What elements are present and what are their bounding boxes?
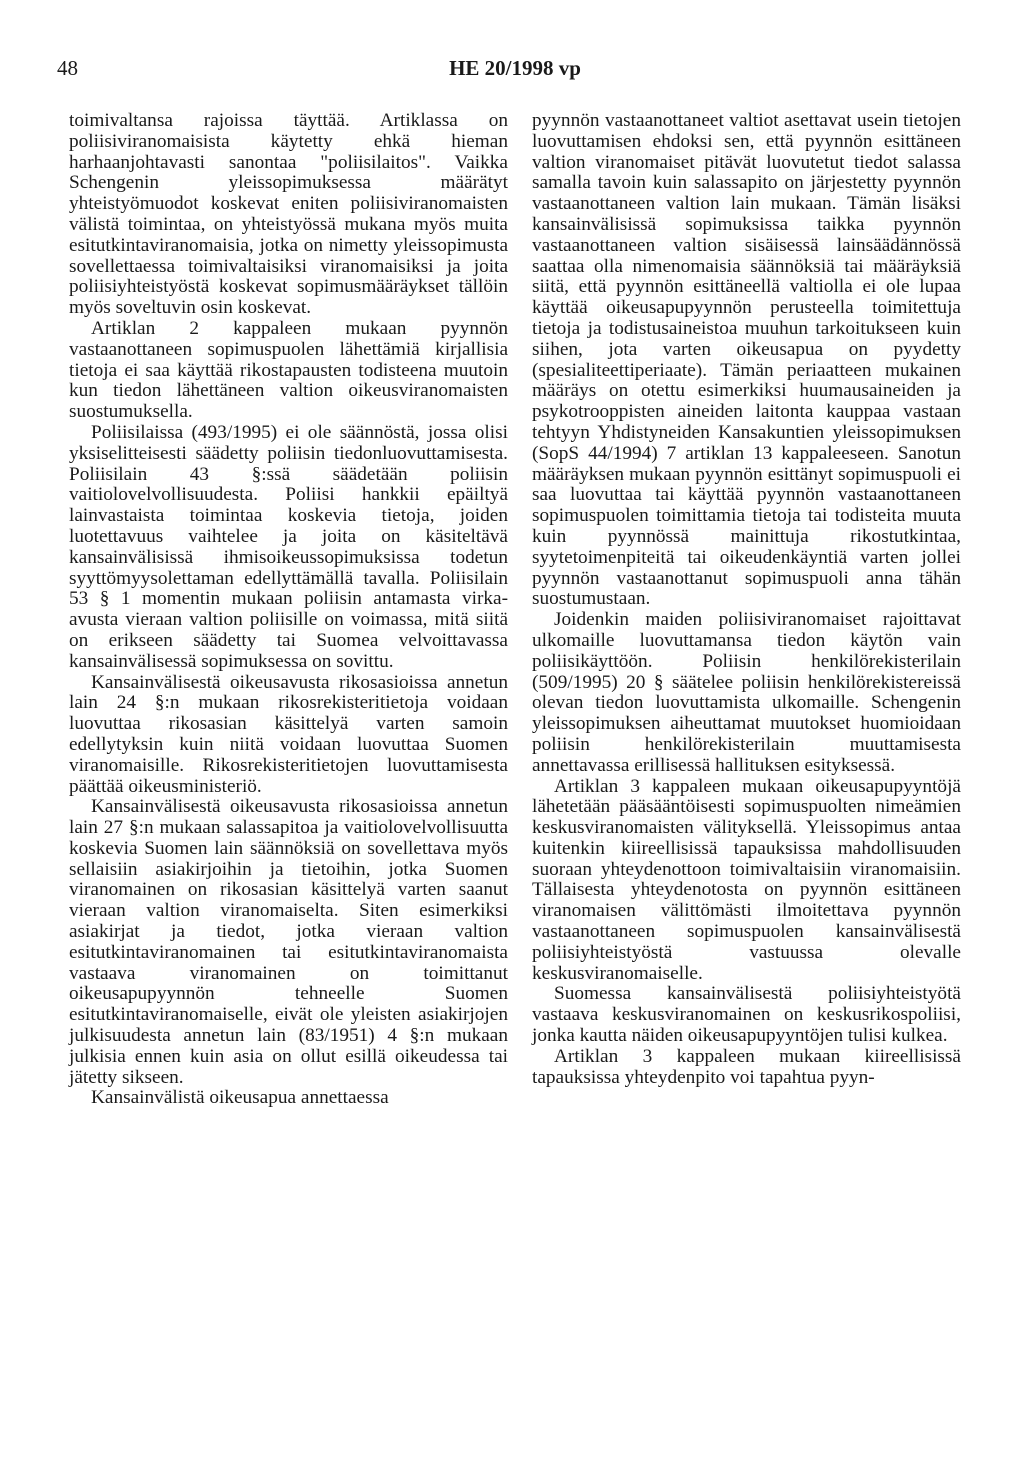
paragraph: Kansainvälisestä oikeusavusta rikosasioissa annetun lain 27 §:n mukaan salassapitoa ja vaitiolovelvollisuutta koskevia Suomen lain säännöksiä on sovellettava myös sellaisiin asiakirjoihin ja tietoihin, jotka Suomen viranomainen on rikosasian käsittelyä varten saanut vieraan valtion viranomaiselta. Siten esimerkiksi asiakirjat ja tiedot, jotka vieraan valtion esitutkintaviranomainen tai esitutkintaviranomaista vastaava viranomainen on toimittanut oikeusapupyynnön tehneelle Suomen esitutkintaviranomaiselle, eivät ole yleisten asiakirjojen julkisuudesta annetun lain (83/1951) 4 §:n mukaan julkisia ennen kuin asia on ollut esillä oikeudessa tai jätetty sikseen. <box>69 796 508 1088</box>
paragraph: Kansainvälistä oikeusapua annettaessa <box>91 1087 389 1109</box>
paragraph: Artiklan 2 kappaleen mukaan pyynnön vastaanottaneen sopimuspuolen lähettämiä kirjallisia tietoja ei saa käyttää rikostapausten todisteena muutoin kun tiedon lähettäneen valtion oikeusviranomaisten suostumuksella. <box>69 317 508 423</box>
page-number: 48 <box>57 56 78 80</box>
right-column <box>532 111 961 1088</box>
paragraph: toimivaltansa rajoissa täyttää. Artiklassa on poliisiviranomaisista käytetty ehkä hieman harhaanjohtavasti sanontaa "poliisilaitos". Vaikka Schengenin yleissopimuksessa määrätyt yhteistyömuodot koskevat eniten poliisiviranomaisten välistä toimintaa, on yhteistyössä mukana myös muita esitutkintaviranomaisia, jotka on nimetty yleissopimusta sovellettaessa toimivaltaisiksi viranomaisiksi ja joita poliisiyhteistyöstä koskevat sopimusmääräykset tällöin myös soveltuvin osin koskevat. <box>69 110 508 319</box>
paragraph: Kansainvälisestä oikeusavusta rikosasioissa annetun lain 24 §:n mukaan rikosrekisteritietoja voidaan luovuttaa rikosasian käsittelyä varten samoin edellytyksin kuin niitä voidaan luovuttaa Suomen viranomaisille. Rikosrekisteritietojen luovuttamisesta päättää oikeusministeriö. <box>69 671 508 797</box>
paragraph: Artiklan 3 kappaleen mukaan kiireellisissä tapauksissa yhteydenpito voi tapahtua pyyn- <box>532 1045 961 1088</box>
paragraph: Joidenkin maiden poliisiviranomaiset rajoittavat ulkomaille luovuttamansa tiedon käytön vain poliisikäyttöön. Poliisin henkilörekisterilain (509/1995) 20 § säätelee poliisin henkilörekistereissä olevan tiedon luovuttamista ulkomaille. Schengenin yleissopimuksen aiheuttamat muutokset huomioidaan poliisin henkilörekisterilain muuttamisesta annettavassa erillisessä hallituksen esityksessä. <box>532 609 961 776</box>
left-column <box>69 111 508 1109</box>
paragraph: Suomessa kansainvälisestä poliisiyhteistyötä vastaava keskusviranomainen on keskusrikospoliisi, jonka kautta näiden oikeusapupyyntöjen tulisi kulkea. <box>532 983 961 1047</box>
document-title: HE 20/1998 vp <box>449 56 581 80</box>
paragraph: Poliisilaissa (493/1995) ei ole säännöstä, jossa olisi yksiselitteisesti säädetty poliisin tiedonluovuttamisesta. Poliisilain 43 §:ssä säädetään poliisin vaitiolovelvollisuudesta. Poliisi hankkii epäiltyä lainvastaista toimintaa koskevia tietoja, joiden luotettavuus vaihtelee ja joita on käsiteltävä kansainvälisissä ihmisoikeussopimuksissa todetun syyttömyysolettaman edellyttämällä tavalla. Poliisilain 53 § 1 momentin mukaan poliisin antamasta virka-avusta vieraan valtion poliisille on voimassa, mitä siitä on erikseen säädetty tai Suomea velvoittavassa kansainvälisessä sopimuksessa on sovittu. <box>69 421 508 672</box>
paragraph: pyynnön vastaanottaneet valtiot asettavat usein tietojen luovuttamisen ehdoksi sen, että pyynnön esittäneen valtion viranomaiset pitävät luovutetut tiedot salassa samalla tavoin kuin salassapito on järjestetty pyynnön vastaanottaneen valtion lain mukaan. Tämän lisäksi kansainvälisissä sopimuksissa taikka pyynnön vastaanottaneen valtion sisäisessä lainsäädännössä saattaa olla nimenomaisia säännöksiä tai määräyksiä siitä, että pyynnön esittäneellä valtiolla ei ole lupaa käyttää oikeusapupyynnön perusteella toimitettuja tietoja ja todistusaineistoa muuhun tarkoitukseen kuin siihen, jota varten oikeusapua on pyydetty (spesialiteettiperiaate). Tämän periaatteen mukainen määräys on otettu esimerkiksi huumausaineiden ja psykotrooppisten aineiden laitonta kauppaa vastaan tehtyyn Yhdistyneiden Kansakuntien yleissopimuksen (SopS 44/1994) 7 artiklan 13 kappaleeseen. Sanotun määräyksen mukaan pyynnön esittänyt sopimuspuoli ei saa luovuttaa tai käyttää pyynnön vastaanottaneen sopimuspuolen toimittamia tietoja tai todisteita muuta kuin pyynnössä mainittuja rikostutkintaa, syytetoimenpiteitä tai oikeudenkäyntiä varten jollei pyynnön vastaanottanut sopimuspuoli anna tähän suostumustaan. <box>532 110 961 610</box>
paragraph: Artiklan 3 kappaleen mukaan oikeusapupyyntöjä lähetetään pääsääntöisesti sopimuspuolten nimeämien keskusviranomaisten välityksellä. Yleissopimus antaa kuitenkin kiireellisissä tapauksissa mahdollisuuden suoraan yhteydenottoon toimivaltaisiin viranomaisiin. Tällaisesta yhteydenotosta on pyynnön esittäneen viranomaisen välittömästi ilmoitettava pyynnön vastaanottaneen sopimuspuolen kansainvälisestä poliisiyhteistyöstä vastuussa olevalle keskusviranomaiselle. <box>532 775 961 984</box>
